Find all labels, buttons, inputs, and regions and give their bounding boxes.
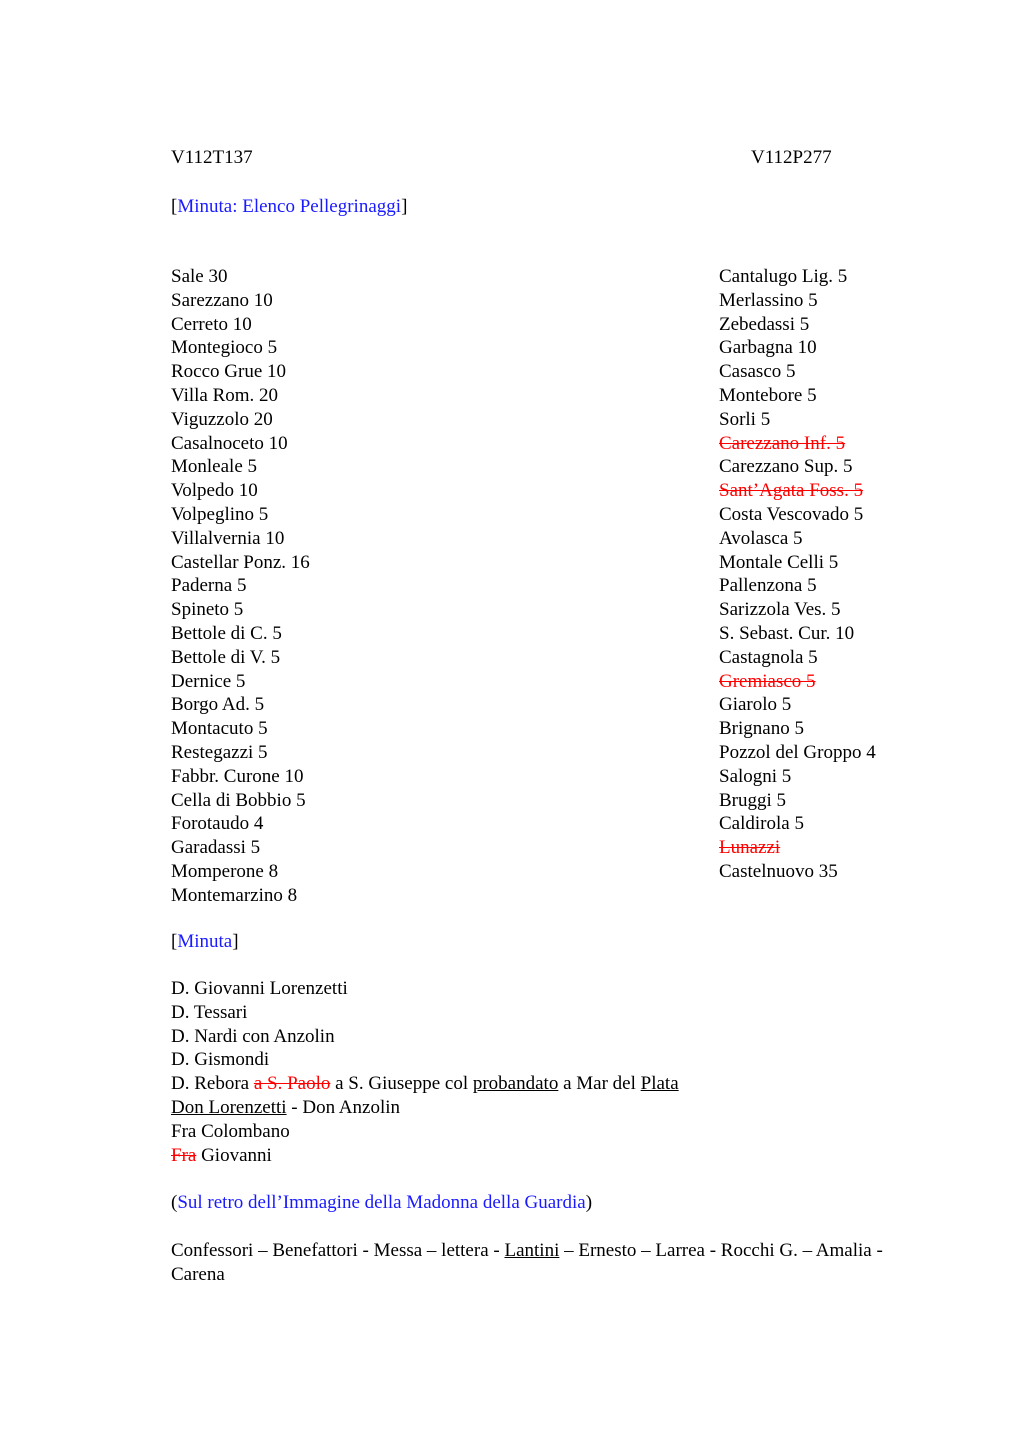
list-item: Costa Vescovado 5 xyxy=(719,503,864,525)
list-item: Volpedo 10 xyxy=(171,480,258,502)
section-heading-minuta xyxy=(171,930,239,954)
bracket-open: [ xyxy=(171,931,178,952)
list-item-struck: Carezzano Inf. 5 xyxy=(719,432,846,454)
list-item: Montebore 5 xyxy=(719,384,817,406)
minuta-line: D. Tessari xyxy=(171,1001,248,1023)
list-item: Rocco Grue 10 xyxy=(171,361,287,383)
bracket-close: ] xyxy=(232,931,239,952)
list-item: Castellar Ponz. 16 xyxy=(171,551,310,573)
underlined-text: Don Lorenzetti xyxy=(171,1096,287,1118)
list-item: Montacuto 5 xyxy=(171,718,268,740)
list-item: Avolasca 5 xyxy=(719,527,803,549)
list-item-struck: Sant’Agata Foss. 5 xyxy=(719,480,864,502)
list-item: Garadassi 5 xyxy=(171,837,261,859)
list-item: Villa Rom. 20 xyxy=(171,384,279,406)
list-item: Monleale 5 xyxy=(171,456,258,478)
text-run: Giovanni xyxy=(196,1144,272,1166)
minuta-line: D. Giovanni Lorenzetti xyxy=(171,978,348,999)
underlined-text: Lantini xyxy=(504,1240,560,1261)
text-run: D. Rebora xyxy=(171,1073,254,1095)
list-item: Castelnuovo 35 xyxy=(719,860,838,882)
list-item: Casasco 5 xyxy=(719,361,796,383)
minuta-line: D. Gismondi xyxy=(171,1049,270,1071)
underlined-text: probandato xyxy=(472,1073,559,1095)
text-run: – Ernesto – Larrea - Rocchi G. – Amalia - Carena xyxy=(171,1240,883,1285)
list-item: Bettole di C. 5 xyxy=(171,622,282,644)
list-item: Paderna 5 xyxy=(171,575,247,597)
list-item: Volpeglino 5 xyxy=(171,503,269,525)
list-item: Cella di Bobbio 5 xyxy=(171,789,306,811)
list-item: Sarizzola Ves. 5 xyxy=(719,599,841,621)
minuta-list xyxy=(171,977,679,1167)
list-item: Restegazzi 5 xyxy=(171,741,268,763)
text-run: a Mar del xyxy=(558,1073,641,1095)
list-item: Montale Celli 5 xyxy=(719,551,839,573)
list-item: Sarezzano 10 xyxy=(171,289,273,311)
struck-text: a S. Paolo xyxy=(253,1073,331,1095)
bracket-open: [ xyxy=(171,196,178,217)
final-paragraph xyxy=(171,1239,891,1286)
pilgrimage-list-left xyxy=(171,265,310,908)
list-item: Montegioco 5 xyxy=(171,337,278,359)
list-item-struck: Gremiasco 5 xyxy=(719,670,816,692)
list-item: Caldirola 5 xyxy=(719,813,804,835)
list-item: Viguzzolo 20 xyxy=(171,408,273,430)
minuta-line: D. Nardi con Anzolin xyxy=(171,1025,335,1047)
list-item: Cerreto 10 xyxy=(171,313,252,335)
list-item: Pozzol del Groppo 4 xyxy=(719,741,876,763)
list-item: Bruggi 5 xyxy=(719,789,787,811)
section-title: Sul retro dell’Immagine della Madonna della Guardia xyxy=(177,1192,586,1213)
list-item: Cantalugo Lig. 5 xyxy=(719,266,848,287)
list-item: Merlassino 5 xyxy=(719,289,818,311)
bracket-close: ] xyxy=(401,196,408,217)
list-item: Dernice 5 xyxy=(171,670,246,692)
text-run: - Don Anzolin xyxy=(286,1096,401,1118)
list-item: Bettole di V. 5 xyxy=(171,646,281,668)
list-item: Montemarzino 8 xyxy=(171,884,298,906)
list-item: Salogni 5 xyxy=(719,765,792,787)
list-item: Sale 30 xyxy=(171,266,228,287)
list-item-struck: Lunazzi xyxy=(719,837,781,859)
list-item: Momperone 8 xyxy=(171,860,279,882)
list-item: Borgo Ad. 5 xyxy=(171,694,265,716)
text-run: Confessori – Benefattori - Messa – lettera - xyxy=(171,1240,505,1261)
minuta-line xyxy=(171,1072,679,1096)
underlined-text: Plata xyxy=(640,1073,679,1095)
paren-close: ) xyxy=(585,1192,593,1213)
section-heading-pellegrinaggi xyxy=(171,195,407,219)
document-code-right: V112P277 xyxy=(751,147,832,168)
minuta-line: Fra Colombano xyxy=(171,1120,290,1142)
list-item: S. Sebast. Cur. 10 xyxy=(719,622,855,644)
list-item: Fabbr. Curone 10 xyxy=(171,765,304,787)
list-item: Carezzano Sup. 5 xyxy=(719,456,853,478)
paren-open: ( xyxy=(171,1192,178,1213)
list-item: Brignano 5 xyxy=(719,718,804,740)
minuta-line xyxy=(171,1144,679,1168)
list-item: Sorli 5 xyxy=(719,408,771,430)
pilgrimage-list-right xyxy=(719,265,876,884)
minuta-line xyxy=(171,1096,679,1120)
list-item: Villalvernia 10 xyxy=(171,527,285,549)
list-item: Castagnola 5 xyxy=(719,646,818,668)
list-item: Giarolo 5 xyxy=(719,694,792,716)
list-item: Zebedassi 5 xyxy=(719,313,810,335)
list-item: Spineto 5 xyxy=(171,599,244,621)
section-title: Minuta: Elenco Pellegrinaggi xyxy=(177,196,402,217)
document-code-left: V112T137 xyxy=(171,147,253,168)
struck-text: Fra xyxy=(171,1144,197,1166)
list-item: Forotaudo 4 xyxy=(171,813,264,835)
section-title: Minuta xyxy=(177,931,233,952)
list-item: Garbagna 10 xyxy=(719,337,817,359)
section-heading-retro xyxy=(171,1191,592,1215)
list-item: Casalnoceto 10 xyxy=(171,432,288,454)
list-item: Pallenzona 5 xyxy=(719,575,817,597)
text-run: a S. Giuseppe col xyxy=(330,1073,473,1095)
